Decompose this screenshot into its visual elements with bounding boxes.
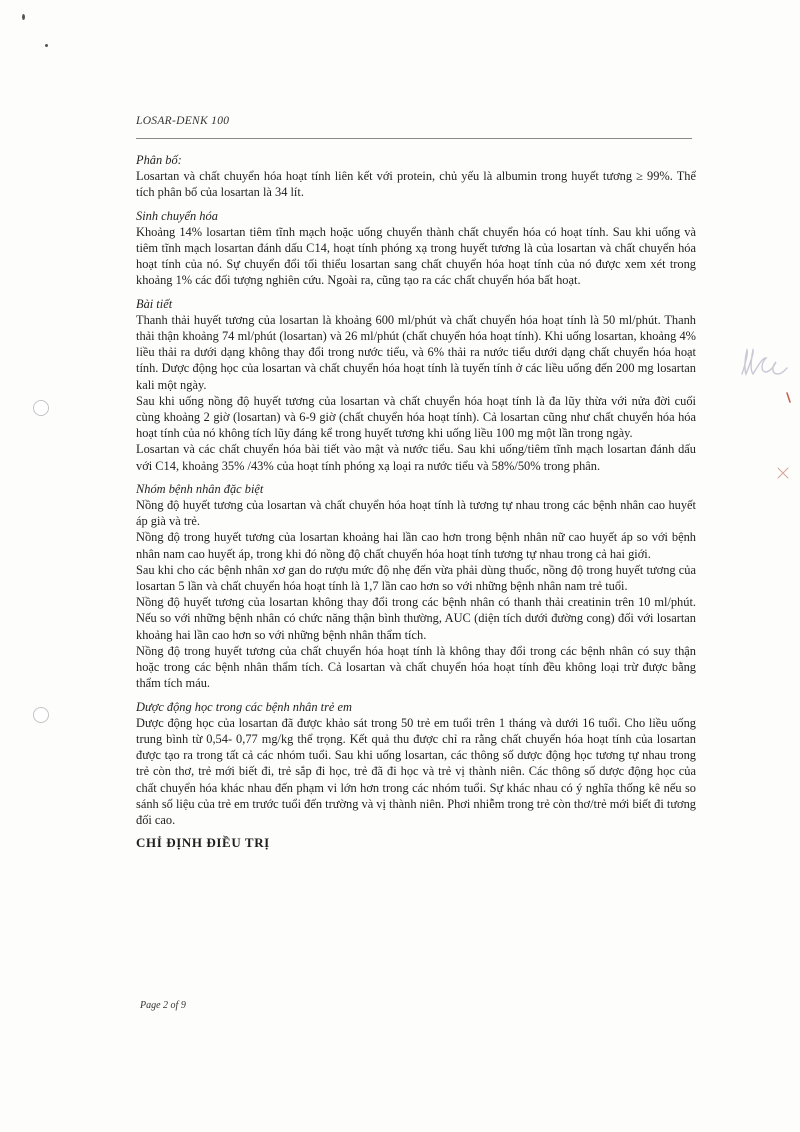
document-title: LOSAR-DENK 100 — [136, 115, 230, 127]
section-metabolism — [136, 208, 696, 289]
section-special-populations — [136, 481, 696, 692]
paragraph: Thanh thải huyết tương của losartan là khoảng 600 ml/phút và chất chuyển hóa hoạt tính là 50 ml/phút. Thanh thải thận khoảng 74 ml/phút (losartan) và 26 ml/phút (chất chuyển hóa hoạt tính). Khi uống losartan, khoảng 4% liều thải ra dưới dạng không thay đổi trong nước tiểu, và 6% thải ra nước tiểu dưới dạng chất chuyển hóa hoạt tính. Dược động học của losartan và chất chuyển hóa hoạt tính là tuyến tính ở các liều uống đến 200 mg losartan kali một ngày. — [136, 312, 696, 392]
next-section-heading: CHỈ ĐỊNH ĐIỀU TRỊ — [136, 835, 270, 851]
paragraph: Khoảng 14% losartan tiêm tĩnh mạch hoặc uống chuyển thành chất chuyển hóa có hoạt tính. Sau khi uống và tiêm tĩnh mạch losartan đánh dấu C14, hoạt tính phóng xạ trong huyết tương là của losartan và chất chuyển hóa hoạt tính của nó. Sự chuyển đổi tối thiểu losartan sang chất chuyển hóa hoạt tính của nó được xem xét trong khoảng 1% các đối tượng nghiên cứu. Ngoài ra, cũng tạo ra các chất chuyển hóa bất hoạt. — [136, 224, 696, 288]
section-title: Phân bố: — [136, 153, 182, 167]
section-excretion — [136, 296, 696, 474]
page-number: Page 2 of 9 — [140, 1000, 186, 1011]
section-title: Nhóm bệnh nhân đặc biệt — [136, 481, 264, 496]
paragraph: Dược động học của losartan đã được khảo sát trong 50 trẻ em tuổi trên 1 tháng và dưới 16 tuổi. Cho liều uống trung bình từ 0,54- 0,77 mg/kg thể trọng. Kết quả thu được chỉ ra rằng chất chuyển hóa hoạt tính của losartan được tạo ra trong tất cả các nhóm tuổi. Sau khi uống losartan, các thông số dược động học tương tự nhau trong trẻ còn thơ, trẻ mới biết đi, trẻ sắp đi học, trẻ đã đi học và trẻ vị thành niên. Các thông số dược động học của chất chuyển hóa khác nhau đến phạm vi lớn hơn trong các nhóm tuổi. Sự khác nhau có ý nghĩa thống kê nếu so sánh số liệu của trẻ em trước tuổi đến trường và vị thành niên. Phơi nhiễm trong trẻ còn thơ/trẻ mới biết đi tương đối cao. — [136, 715, 696, 827]
scan-speck — [45, 44, 48, 47]
section-title: Sinh chuyển hóa — [136, 208, 218, 223]
document-body — [136, 152, 696, 851]
paragraph: Nồng độ huyết tương của losartan không thay đổi trong các bệnh nhân có thanh thải creatinin trên 10 ml/phút. Nếu so với những bệnh nhân có chức năng thận bình thường, AUC (diện tích dưới đường cong) đối với losartan khoảng hai lần cao hơn so với những bệnh nhân thẩm tích. — [136, 595, 696, 642]
section-title: Dược động học trong các bệnh nhân trẻ em — [136, 699, 352, 714]
section-title: Bài tiết — [136, 296, 173, 311]
margin-mark — [785, 392, 793, 404]
paragraph: Sau khi cho các bệnh nhân xơ gan do rượu mức độ nhẹ đến vừa phải dùng thuốc, nồng độ trong huyết tương của losartan 5 lần và chất chuyển hóa hoạt tính là 1,7 lần cao hơn so với những bệnh nhân nam trẻ tuổi. — [136, 562, 696, 594]
paragraph: Losartan và các chất chuyển hóa bài tiết vào mật và nước tiểu. Sau khi uống/tiêm tĩnh mạch losartan đánh dấu với C14, khoảng 35% /43% của hoạt tính phóng xạ loại ra nước tiểu và 58%/50% trong phân. — [136, 442, 696, 473]
handwritten-initials-signature — [738, 344, 790, 384]
scan-speck — [22, 14, 25, 20]
header-divider — [136, 138, 692, 139]
section-distribution — [136, 152, 696, 201]
section-pediatric-pharmacokinetics — [136, 699, 696, 829]
paragraph: Sau khi uống nồng độ huyết tương của losartan và chất chuyển hóa hoạt tính là đa lũy thừa với nửa đời cuối cùng khoảng 2 giờ (losartan) và 6-9 giờ (chất chuyển hóa hoạt tính). Cả losartan cũng như chất chuyển hóa hóa hoạt tính của nó không tích lũy đáng kể trong huyết tương khi uống liều 100 mg một lần trong ngày. — [136, 393, 696, 441]
paragraph: Nồng độ trong huyết tương của losartan khoảng hai lần cao hơn trong bệnh nhân nữ cao huyết áp so với bệnh nhân nam cao huyết áp, trong khi đó nồng độ chất chuyển hóa hoạt tính tương tự nhau trong cả hai giới. — [136, 530, 696, 561]
paragraph: Nồng độ trong huyết tương của chất chuyển hóa hoạt tính là không thay đổi trong các bệnh nhân có suy thận hoặc trong các bệnh nhân thẩm tích. Cả losartan và chất chuyển hóa hoạt tính đều không loại trừ được bằng thẩm tích máu. — [136, 643, 696, 691]
margin-mark — [776, 466, 790, 480]
paragraph: Nồng độ huyết tương của losartan và chất chuyển hóa hoạt tính là tương tự nhau trong các bệnh nhân cao huyết áp già và trẻ. — [136, 498, 696, 529]
paragraph: Losartan và chất chuyển hóa hoạt tính liên kết với protein, chủ yếu là albumin trong huyết tương ≥ 99%. Thể tích phân bố của losartan là 34 lít. — [136, 169, 696, 200]
punch-hole-top — [33, 400, 49, 416]
punch-hole-bottom — [33, 707, 49, 723]
